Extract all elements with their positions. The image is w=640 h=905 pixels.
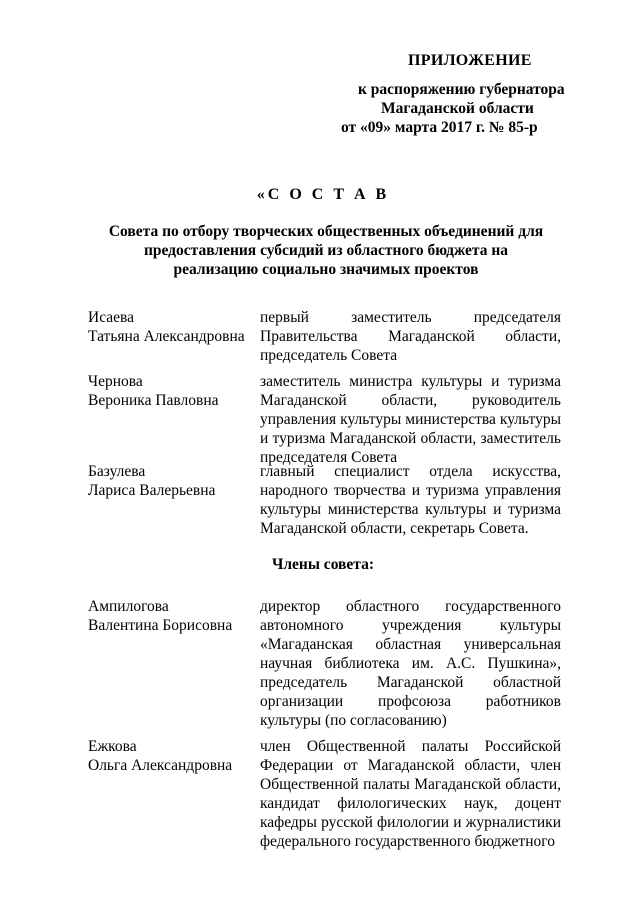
person-role: директор областного государственного автономного учреждения культуры «Магаданская областная универсальная научная библиотека им. А.С. Пушкина», председатель Магаданской областной организации профсоюза работников культуры (по согласованию) [260, 598, 561, 729]
members-heading: Члены совета: [271, 556, 375, 573]
person-given-name: Татьяна Александровна [88, 328, 245, 345]
person-name [88, 308, 258, 346]
appendix-title: ПРИЛОЖЕНИЕ [408, 52, 532, 69]
person-role: член Общественной палаты Российской Федерации от Магаданской области, член Общественной палаты Магаданской области, кандидат филологических наук, доцент кафедры русской филологии и журналистики федерального государственного бюджетного [260, 738, 561, 850]
person-given-name: Ольга Александровна [88, 757, 233, 774]
person-name [88, 597, 258, 635]
person-name [88, 372, 258, 410]
person-surname: Ежкова [88, 738, 137, 755]
person-role: первый заместитель председателя Правительства Магаданской области, председатель Совета [260, 309, 561, 364]
person-given-name: Валентина Борисовна [88, 617, 233, 634]
person-role: главный специалист отдела искусства, народного творчества и туризма управления культуры министерства культуры и туризма Магаданской области, секретарь Совета. [260, 463, 561, 537]
document-title: «С О С Т А В [256, 186, 390, 203]
document-subtitle: Совета по отбору творческих общественных объединений для предоставления субсидий из областного бюджета на реализацию социально значимых проектов [108, 223, 544, 278]
appendix-reference-line-2: Магаданской области [381, 100, 534, 117]
appendix-reference-line-3: от «09» марта 2017 г. № 85-р [341, 119, 538, 136]
person-given-name: Вероника Павловна [88, 392, 219, 409]
person-surname: Исаева [88, 309, 135, 326]
person-name [88, 462, 258, 500]
person-given-name: Лариса Валерьевна [88, 482, 216, 499]
person-role: заместитель министра культуры и туризма Магаданской области, руководитель управления культуры министерства культуры и туризма Магаданской области, заместитель председателя Совета [260, 373, 561, 466]
person-surname: Базулева [88, 463, 146, 480]
person-surname: Чернова [88, 373, 143, 390]
person-surname: Ампилогова [88, 598, 169, 615]
person-name [88, 737, 258, 775]
appendix-reference-line-1: к распоряжению губернатора [358, 81, 565, 98]
